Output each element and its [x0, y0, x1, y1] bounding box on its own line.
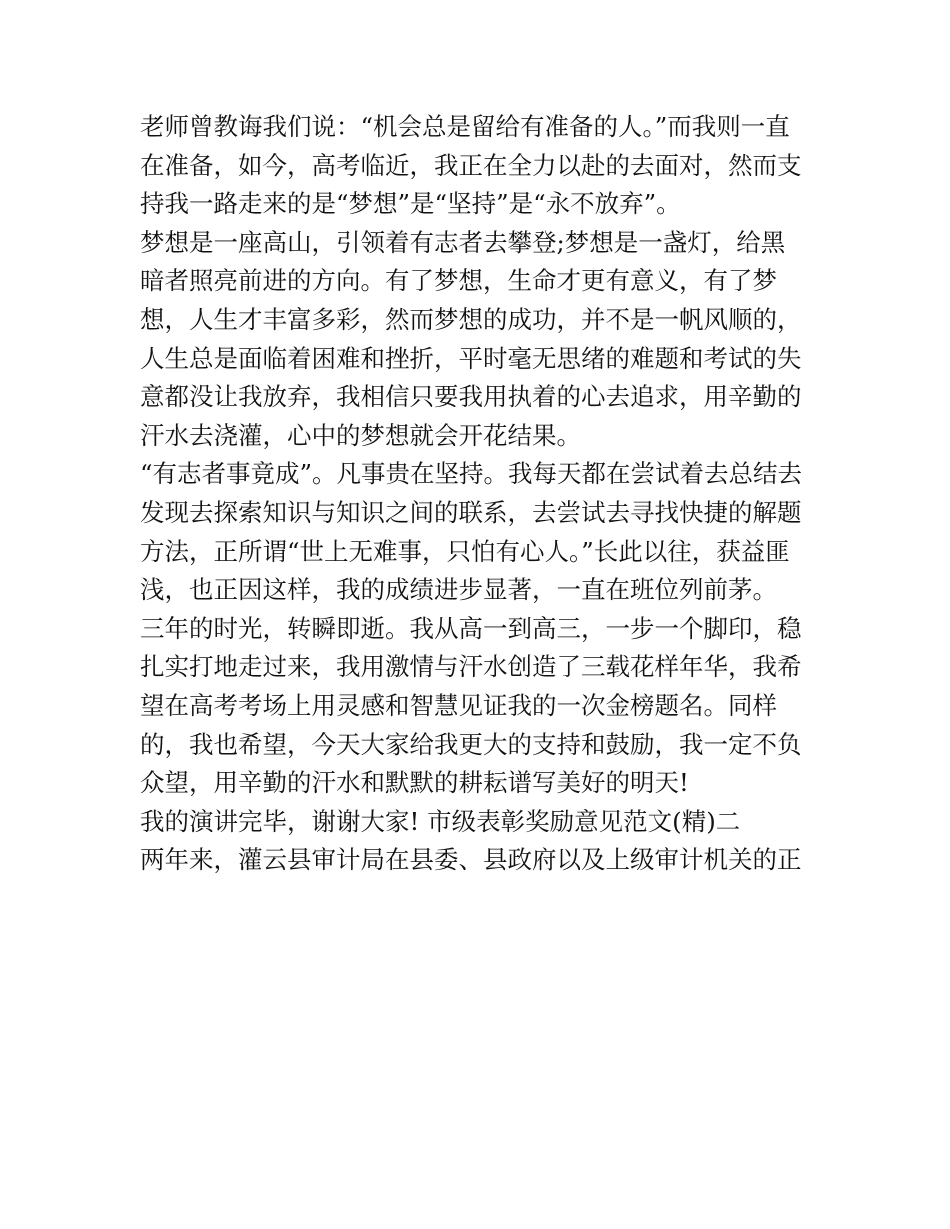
- text-line-14: 三年的时光，转瞬即逝。我从高一到高三，一步一个脚印，稳: [140, 613, 802, 643]
- text-line-5: 暗者照亮前进的方向。有了梦想，生命才更有意义，有了梦: [140, 266, 777, 296]
- text-line-12: 方法，正所谓“世上无难事，只怕有心人。”长此以往，获益匪: [140, 536, 790, 566]
- text-line-19: 我的演讲完毕，谢谢大家! 市级表彰奖励意见范文(精)二: [140, 806, 741, 836]
- text-line-1: 老师曾教诲我们说：“机会总是留给有准备的人。”而我则一直: [140, 112, 790, 141]
- text-line-10: “有志者事竟成”。凡事贵在坚持。我每天都在尝试着去总结去: [140, 459, 803, 489]
- text-line-6: 想，人生才丰富多彩，然而梦想的成功，并不是一帆风顺的，: [140, 304, 802, 334]
- text-line-2: 在准备，如今，高考临近，我正在全力以赴的去面对，然而支: [140, 150, 802, 180]
- document-body: [140, 108, 820, 880]
- text-line-15: 扎实打地走过来，我用激情与汗水创造了三载花样年华，我希: [140, 652, 802, 682]
- text-line-9: 汗水去浇灌，心中的梦想就会开花结果。: [140, 420, 581, 450]
- text-line-3: 持我一路走来的是“梦想”是“坚持”是“永不放弃”。: [140, 189, 681, 219]
- text-line-11: 发现去探索知识与知识之间的联系，去尝试去寻找快捷的解题: [140, 497, 802, 527]
- text-line-20: 两年来，灌云县审计局在县委、县政府以及上级审计机关的正: [140, 845, 802, 875]
- text-line-17: 的，我也希望，今天大家给我更大的支持和鼓励，我一定不负: [140, 729, 802, 759]
- text-line-8: 意都没让我放弃，我相信只要我用执着的心去追求，用辛勤的: [140, 382, 802, 412]
- text-line-4: 梦想是一座高山，引领着有志者去攀登;梦想是一盏灯，给黑: [140, 227, 786, 257]
- text-line-7: 人生总是面临着困难和挫折，平时毫无思绪的难题和考试的失: [140, 343, 802, 373]
- text-line-18: 众望，用辛勤的汗水和默默的耕耘谱写美好的明天!: [140, 768, 689, 798]
- text-line-13: 浅，也正因这样，我的成绩进步显著，一直在班位列前茅。: [140, 575, 777, 605]
- text-line-16: 望在高考考场上用灵感和智慧见证我的一次金榜题名。同样: [140, 690, 777, 720]
